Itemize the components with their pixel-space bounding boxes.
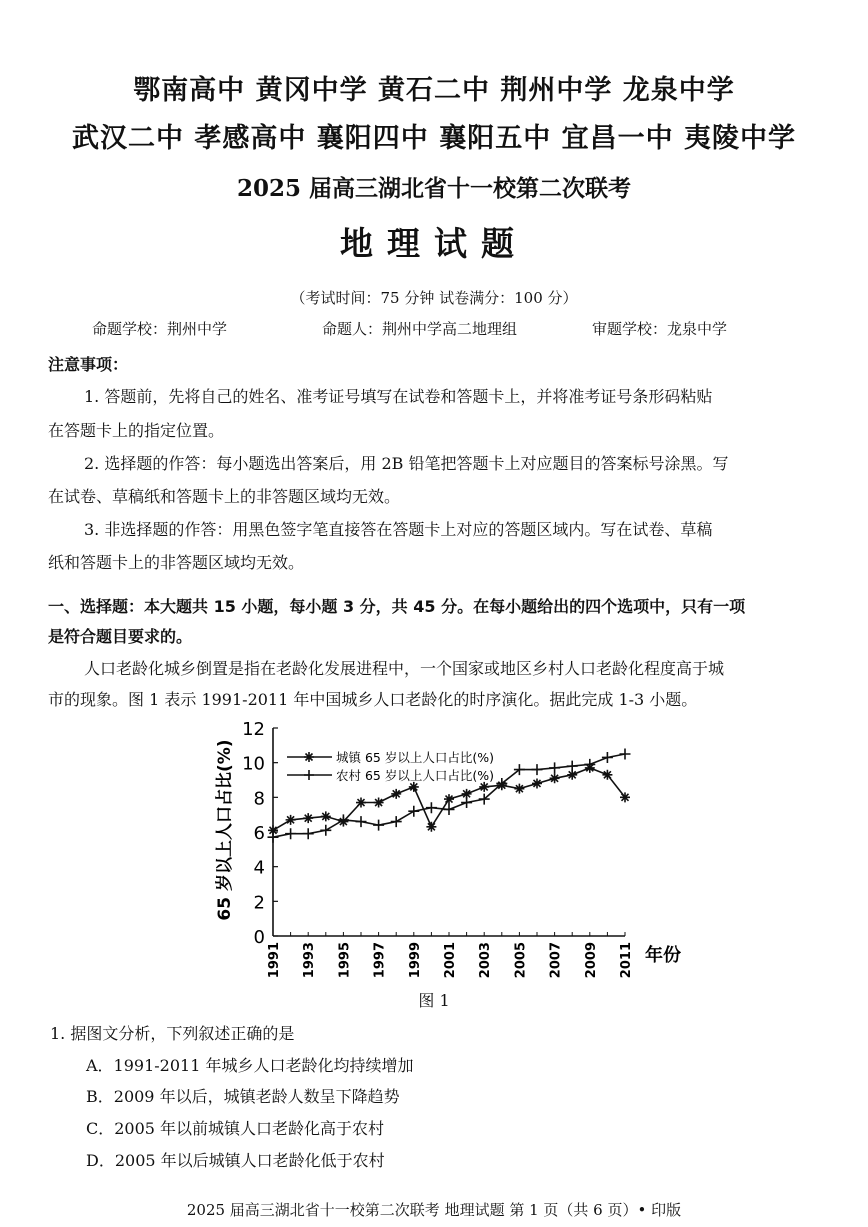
exam-title: 2025 届高三湖北省十一校第二次联考 bbox=[236, 175, 632, 202]
y-tick-label: 10 bbox=[242, 753, 265, 775]
x-tick-label: 2001 bbox=[443, 942, 458, 979]
notice-item-1-cont: 在答题卡上的指定位置。 bbox=[48, 421, 225, 440]
data-point-asterisk bbox=[303, 813, 313, 823]
data-point-plus bbox=[285, 828, 296, 839]
data-point-asterisk bbox=[426, 822, 436, 832]
x-tick-label: 1995 bbox=[337, 942, 353, 979]
y-tick-label: 12 bbox=[242, 719, 265, 740]
notice-title: 注意事项： bbox=[48, 355, 129, 374]
question-1-option-c: C．2005 年以前城镇人口老龄化高于农村 bbox=[86, 1119, 385, 1138]
question-1-option-a: A．1991-2011 年城乡人口老龄化均持续增加 bbox=[86, 1056, 414, 1075]
data-point-asterisk bbox=[550, 773, 560, 783]
subject-title: 地理试题 bbox=[340, 224, 528, 263]
data-point-plus bbox=[373, 820, 384, 831]
y-axis-label: 65 岁以上人口占比(%) bbox=[215, 739, 235, 921]
passage-line-2: 市的现象。图 1 表示 1991-2011 年中国城乡人口老龄化的时序演化。据此完成 1-3 小题。 bbox=[48, 690, 698, 709]
data-point-plus bbox=[620, 749, 631, 760]
x-tick-label: 1997 bbox=[372, 942, 388, 979]
data-point-plus bbox=[532, 764, 543, 775]
page-footer: 2025 届高三湖北省十一校第二次联考 地理试题 第 1 页（共 6 页）• 印版 bbox=[186, 1201, 682, 1219]
x-tick-label: 2003 bbox=[478, 942, 494, 979]
y-tick-label: 4 bbox=[253, 857, 265, 879]
data-point-plus bbox=[461, 797, 472, 808]
question-1-option-b: B．2009 年以后，城镇老龄人数呈下降趋势 bbox=[86, 1087, 400, 1106]
x-tick-label: 2011 bbox=[619, 942, 634, 979]
notice-item-3-cont: 纸和答题卡上的非答题区域均无效。 bbox=[48, 553, 305, 572]
reviewer-school: 审题学校：龙泉中学 bbox=[592, 320, 728, 338]
data-point-asterisk bbox=[409, 782, 419, 792]
x-tick-label: 1991 bbox=[267, 942, 282, 979]
notice-item-1: 1. 答题前，先将自己的姓名、准考证号填写在试卷和答题卡上，并将准考证号条形码粘贴 bbox=[84, 387, 713, 406]
x-axis-label: 年份 bbox=[645, 945, 681, 966]
schools-line-2: 武汉二中 孝感高中 襄阳四中 襄阳五中 宜昌一中 夷陵中学 bbox=[72, 123, 796, 154]
legend-label: 农村 65 岁以上人口占比(%) bbox=[336, 768, 494, 783]
data-point-plus bbox=[408, 806, 419, 817]
y-tick-label: 2 bbox=[253, 892, 265, 914]
data-point-asterisk bbox=[479, 782, 489, 792]
x-tick-label: 1999 bbox=[407, 942, 423, 979]
data-point-plus bbox=[426, 802, 437, 813]
data-point-asterisk bbox=[304, 752, 314, 762]
aging-line-chart bbox=[200, 710, 700, 990]
x-tick-label: 2007 bbox=[548, 942, 564, 979]
schools-line-1: 鄂南高中 黄冈中学 黄石二中 荆州中学 龙泉中学 bbox=[133, 75, 735, 106]
data-point-plus bbox=[303, 828, 314, 839]
data-point-asterisk bbox=[356, 798, 366, 808]
data-point-plus bbox=[567, 761, 578, 772]
notice-item-2: 2. 选择题的作答：每小题选出答案后，用 2B 铅笔把答题卡上对应题目的答案标号涂黑。写 bbox=[84, 454, 729, 473]
data-point-asterisk bbox=[286, 815, 296, 825]
data-point-asterisk bbox=[444, 794, 454, 804]
question-1-stem: 1. 据图文分析，下列叙述正确的是 bbox=[50, 1024, 295, 1043]
data-point-asterisk bbox=[374, 798, 384, 808]
y-tick-label: 0 bbox=[253, 927, 265, 948]
legend-label: 城镇 65 岁以上人口占比(%) bbox=[336, 750, 494, 765]
data-point-plus bbox=[549, 762, 560, 773]
passage-line-1: 人口老龄化城乡倒置是指在老龄化发展进程中，一个国家或地区乡村人口老龄化程度高于城 bbox=[84, 659, 725, 678]
data-point-plus bbox=[320, 825, 331, 836]
data-point-asterisk bbox=[321, 811, 331, 821]
section-1-heading-cont: 是符合题目要求的。 bbox=[48, 627, 193, 646]
data-point-plus bbox=[391, 816, 402, 827]
data-point-plus bbox=[338, 814, 349, 825]
data-point-plus bbox=[602, 752, 613, 763]
notice-item-2-cont: 在试卷、草稿纸和答题卡上的非答题区域均无效。 bbox=[48, 487, 401, 506]
data-point-plus bbox=[304, 770, 314, 780]
setter: 命题人：荆州中学高二地理组 bbox=[322, 320, 518, 338]
section-1-heading: 一、选择题：本大题共 15 小题，每小题 3 分，共 45 分。在每小题给出的四个选项中，只有一项 bbox=[48, 597, 746, 616]
notice-item-3: 3. 非选择题的作答：用黑色签字笔直接答在答题卡上对应的答题区域内。写在试卷、草稿 bbox=[84, 520, 713, 539]
data-point-asterisk bbox=[532, 778, 542, 788]
question-1-option-d: D．2005 年以后城镇人口老龄化低于农村 bbox=[86, 1151, 385, 1170]
y-tick-label: 8 bbox=[253, 788, 265, 810]
data-point-asterisk bbox=[514, 784, 524, 794]
x-tick-label: 1993 bbox=[302, 942, 318, 979]
figure-caption: 图 1 bbox=[418, 991, 450, 1010]
x-tick-label: 2009 bbox=[583, 942, 599, 979]
y-tick-label: 6 bbox=[253, 823, 265, 844]
data-point-asterisk bbox=[391, 789, 401, 799]
data-point-plus bbox=[356, 816, 367, 827]
setter-school: 命题学校：荆州中学 bbox=[92, 320, 228, 338]
x-tick-label: 2005 bbox=[513, 942, 529, 979]
exam-info: （考试时间：75 分钟 试卷满分：100 分） bbox=[290, 289, 578, 307]
